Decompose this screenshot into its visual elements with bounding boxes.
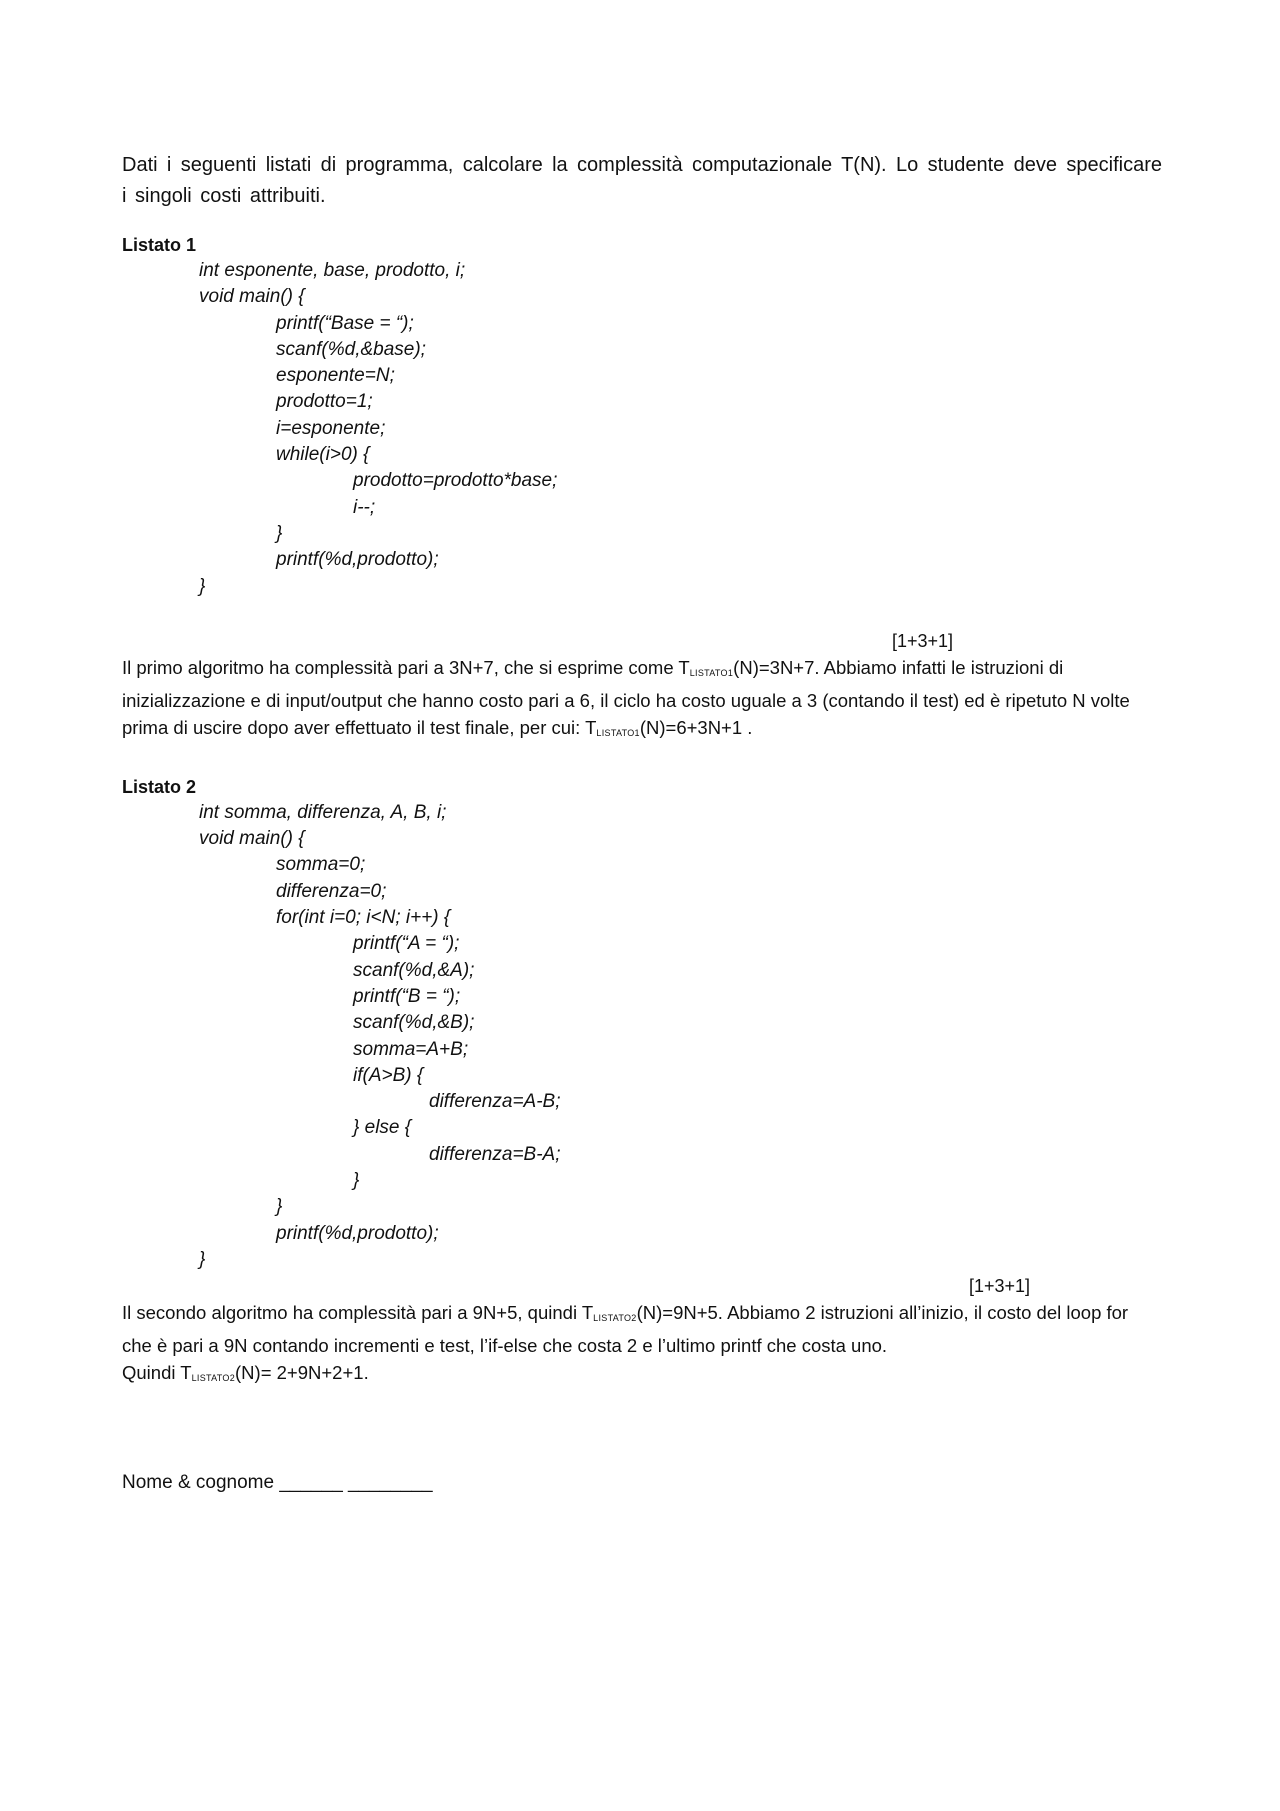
code-line: printf(%d,prodotto); [276,549,439,571]
listing1-cost-note [122,628,1162,654]
listing1-expl-sub2: LISTATO1 [596,727,640,738]
listing1-code [122,258,1162,600]
code-line: int somma, differenza, A, B, i; [199,801,447,823]
document-page [122,150,1162,1496]
code-line: } [353,1170,360,1192]
code-line: printf(“B = “); [353,985,461,1007]
code-line: printf(“A = “); [353,933,460,955]
listing2-expl-sub2: LISTATO2 [191,1373,236,1384]
listing2-expl-part3: Quindi T [122,1362,192,1384]
code-line: } else { [353,1117,412,1139]
code-line: void main() { [199,286,305,308]
code-line: printf(%d,prodotto); [276,1222,439,1244]
listing1-explanation [122,654,1162,747]
code-line: printf(“Base = “); [276,312,414,334]
listing1-expl-sub1: LISTATO1 [689,667,734,678]
code-line: for(int i=0; i<N; i++) { [276,907,451,929]
code-line: } [199,575,206,597]
code-line: scanf(%d,&B); [353,1012,475,1034]
code-line: scanf(%d,&A); [353,959,475,981]
listing2-expl-part1: Il secondo algoritmo ha complessità pari a 9N+5, quindi T [122,1302,594,1324]
code-line: int esponente, base, prodotto, i; [199,260,466,281]
code-line: if(A>B) { [353,1064,424,1086]
code-line: i--; [353,496,376,518]
code-line: } [276,1196,283,1218]
listing2-heading: Listato 2 [122,776,197,797]
listing2-cost-text: [1+3+1] [969,1276,1031,1297]
code-line: } [199,1248,206,1270]
code-line: differenza=B-A; [429,1143,561,1165]
code-line: differenza=A-B; [429,1091,561,1113]
code-line: esponente=N; [276,365,395,387]
listing2-cost-note [122,1273,1162,1299]
code-line: differenza=0; [276,880,387,902]
listing1-cost-text: [1+3+1] [892,630,954,651]
signature-line: Nome & cognome ______ ________ [122,1472,433,1494]
listing2-expl-part4: (N)= 2+9N+2+1. [235,1362,369,1384]
code-line: somma=0; [276,854,366,876]
code-line: scanf(%d,&base); [276,338,426,360]
listing1-expl-part3: (N)=6+3N+1 . [639,716,753,738]
code-line: i=esponente; [276,417,386,439]
code-line: while(i>0) { [276,444,370,466]
code-line: void main() { [199,828,305,850]
code-line: prodotto=prodotto*base; [353,470,558,492]
listing1-heading: Listato 1 [122,235,197,255]
listing2-expl-sub1: LISTATO2 [593,1313,637,1324]
listing2-explanation [122,1299,1162,1392]
intro-text: Dati i seguenti listati di programma, calcolare la complessità computazionale T(N). Lo studente deve specificare i singoli costi attribuiti. [122,154,1162,207]
code-line: somma=A+B; [353,1038,469,1060]
code-line: prodotto=1; [276,391,373,413]
code-line: } [276,522,283,544]
listing1-expl-part2: (N)=3N+7. Abbiamo infatti le istruzioni di inizializzazione e di input/output che hanno costo pari a 6, il ciclo ha costo uguale a 3 (contando il test) ed è ripetuto N volte prima di uscire dopo aver effettuato il test finale, per cui: T [122,656,1130,738]
listing2-code [122,800,1162,1273]
listing2-expl-part2: (N)=9N+5. Abbiamo 2 istruzioni all’inizio, il costo del loop for che è pari a 9N contando incrementi e test, l’if-else che costa 2 e l’ultimo printf che costa uno. [122,1302,1129,1357]
listing1-expl-part1: Il primo algoritmo ha complessità pari a 3N+7, che si esprime come T [122,656,690,678]
